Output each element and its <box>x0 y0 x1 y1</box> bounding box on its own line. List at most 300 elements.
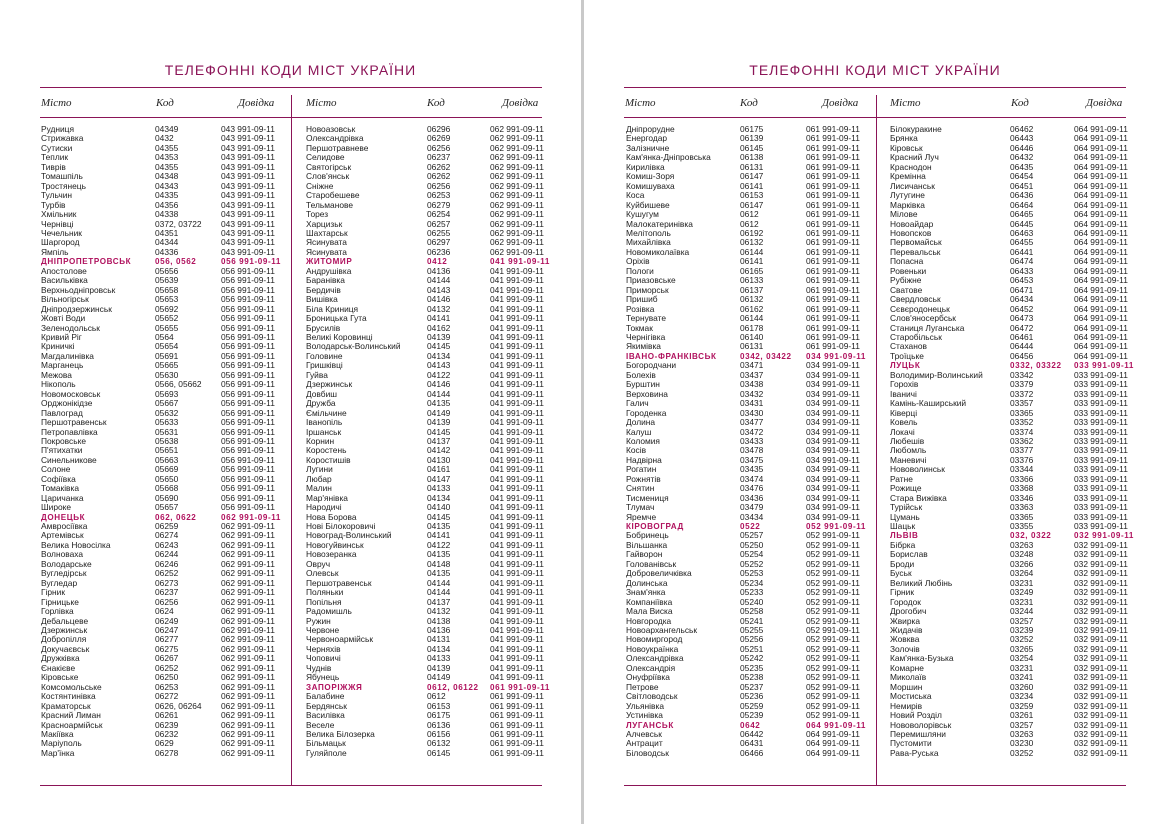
info-number: 062 991-09-11 <box>490 237 544 248</box>
city-name: Маневичі <box>890 454 927 465</box>
city-code: 03476 <box>740 483 764 494</box>
city-name: Старобешеве <box>306 190 360 201</box>
info-number: 033 991-09-11 <box>1074 388 1128 399</box>
info-number: 056 991-09-11 <box>221 322 275 333</box>
city-name: Мелітополь <box>626 227 671 238</box>
info-number: 061 991-09-11 <box>490 719 544 730</box>
city-code: 05691 <box>155 350 179 361</box>
city-name: Куйбишеве <box>626 199 670 210</box>
city-code: 06253 <box>427 190 451 201</box>
city-name: Дніпродзержинськ <box>41 303 112 314</box>
city-code: 06144 <box>740 313 764 324</box>
city-code: 05650 <box>155 473 179 484</box>
city-code: 06452 <box>1010 303 1034 314</box>
city-code: 04344 <box>155 237 179 248</box>
info-number: 062 991-09-11 <box>221 719 275 730</box>
city-code: 05658 <box>155 284 179 295</box>
city-name: Троїцьке <box>890 350 924 361</box>
info-number: 032 991-09-11 <box>1074 672 1128 683</box>
right-page <box>584 0 1166 824</box>
city-name: Онуфріївка <box>626 672 670 683</box>
city-name: Артемівськ <box>41 530 84 541</box>
city-code: 062, 0622 <box>155 512 197 522</box>
city-code: 04122 <box>427 369 451 380</box>
city-code: 05651 <box>155 445 179 456</box>
city-code: 06236 <box>427 246 451 257</box>
info-number: 033 991-09-11 <box>1074 435 1128 446</box>
info-number: 061 991-09-11 <box>806 199 860 210</box>
city-code: 0642 <box>740 720 761 730</box>
city-code: 06442 <box>740 729 764 739</box>
info-number: 041 991-09-11 <box>490 284 544 295</box>
city-name: Городенка <box>626 407 667 418</box>
city-name: Василівка <box>306 710 345 721</box>
info-number: 064 991-09-11 <box>1074 142 1128 153</box>
city-name: Томашпіль <box>41 171 83 182</box>
city-name: Горлівка <box>41 606 74 617</box>
city-code: 03230 <box>1010 738 1034 749</box>
city-name: Синельникове <box>41 454 97 465</box>
info-number: 041 991-09-11 <box>490 549 544 560</box>
info-number: 041 991-09-11 <box>490 322 544 333</box>
city-code: 06433 <box>1010 265 1034 276</box>
info-number: 041 991-09-11 <box>490 662 544 673</box>
city-name: Перемишляни <box>890 729 946 739</box>
city-name: ДНІПРОПЕТРОВСЬК <box>41 257 132 267</box>
city-name: Межова <box>41 369 72 380</box>
city-code: 03475 <box>740 454 764 465</box>
left-page <box>0 0 581 824</box>
column-header-city: Місто <box>41 97 72 109</box>
city-code: 03239 <box>1010 625 1034 636</box>
info-number: 052 991-09-11 <box>806 539 860 550</box>
city-code: 06239 <box>155 719 179 730</box>
info-number: 041 991-09-11 <box>490 568 544 579</box>
city-code: 03257 <box>1010 719 1034 730</box>
info-number: 041 991-09-11 <box>490 577 544 588</box>
city-name: Новоазовськ <box>306 124 356 134</box>
info-number: 056 991-09-11 <box>221 407 275 418</box>
city-code: 03377 <box>1010 445 1034 456</box>
city-name: Бердянськ <box>306 700 347 711</box>
city-code: 06257 <box>427 218 451 229</box>
city-code: 04139 <box>427 662 451 673</box>
city-name: Чуднів <box>306 662 332 673</box>
city-name: Надвірна <box>626 454 662 465</box>
city-code: 06446 <box>1010 142 1034 153</box>
city-code: 04161 <box>427 464 451 475</box>
info-number: 056 991-09-11 <box>221 294 275 305</box>
city-name: Красноармійськ <box>41 719 103 730</box>
city-code: 06133 <box>740 275 764 286</box>
info-number: 064 991-09-11 <box>1074 190 1128 201</box>
info-number: 032 991-09-11 <box>1074 710 1128 721</box>
info-number: 061 991-09-11 <box>806 341 860 352</box>
info-number: 056 991-09-11 <box>221 350 275 361</box>
city-name: Кіровське <box>41 672 79 683</box>
info-number: 034 991-09-11 <box>806 483 860 494</box>
city-name: Долина <box>626 417 656 428</box>
info-number: 061 991-09-11 <box>806 294 860 305</box>
info-number: 062 991-09-11 <box>490 161 544 172</box>
city-name: Сватове <box>890 284 923 295</box>
city-code: 0629 <box>155 738 174 749</box>
info-number: 062 991-09-11 <box>490 142 544 153</box>
city-code: 06454 <box>1010 171 1034 182</box>
info-number: 061 991-09-11 <box>806 218 860 229</box>
city-name: Світловодськ <box>626 691 678 702</box>
city-code: 06136 <box>427 719 451 730</box>
city-name: Коломия <box>626 435 660 446</box>
city-name: Велика Білозерка <box>306 729 375 739</box>
city-code: 03266 <box>1010 558 1034 569</box>
table-row <box>41 749 286 758</box>
city-name: Цумань <box>890 511 920 522</box>
city-name: Довбиш <box>306 388 337 399</box>
city-name: Снятин <box>626 483 655 494</box>
info-number: 062 991-09-11 <box>490 133 544 144</box>
city-name: Новий Розділ <box>890 710 942 721</box>
info-number: 033 991-09-11 <box>1074 464 1128 475</box>
info-number: 056 991-09-11 <box>221 417 275 428</box>
city-code: 06262 <box>427 161 451 172</box>
info-number: 041 991-09-11 <box>490 672 544 683</box>
info-number: 056 991-09-11 <box>221 265 275 276</box>
city-name: Комарне <box>890 662 924 673</box>
city-code: 03368 <box>1010 483 1034 494</box>
city-code: 05256 <box>740 634 764 645</box>
city-name: Добропілля <box>41 634 87 645</box>
city-code: 03231 <box>1010 662 1034 673</box>
info-number: 062 991-09-11 <box>221 634 275 645</box>
city-name: П'ятихатки <box>41 445 83 456</box>
info-number: 062 991-09-11 <box>490 171 544 182</box>
info-number: 062 991-09-11 <box>490 152 544 163</box>
info-number: 041 991-09-11 <box>490 539 544 550</box>
info-number: 041 991-09-11 <box>490 275 544 286</box>
city-code: 03257 <box>1010 615 1034 626</box>
info-number: 033 991-09-11 <box>1074 445 1128 456</box>
info-number: 056 991-09-11 <box>221 502 275 513</box>
city-name: Рудниця <box>41 124 75 134</box>
city-code: 04343 <box>155 180 179 191</box>
info-number: 056 991-09-11 <box>221 435 275 446</box>
info-number: 062 991-09-11 <box>490 199 544 210</box>
info-number: 064 991-09-11 <box>1074 284 1128 295</box>
city-name: Першотравенськ <box>41 417 107 428</box>
info-number: 034 991-09-11 <box>806 388 860 399</box>
city-name: Голованівськ <box>626 558 677 569</box>
info-number: 052 991-09-11 <box>806 700 860 711</box>
city-code: 06474 <box>1010 256 1034 267</box>
city-name: Тлумач <box>626 502 655 513</box>
city-name: Любомль <box>890 445 927 456</box>
city-name: Чернігівка <box>626 331 666 342</box>
city-name: Старобільськ <box>890 331 942 342</box>
info-number: 032 991-09-11 <box>1074 747 1128 758</box>
city-code: 06139 <box>740 133 764 144</box>
city-name: Устинівка <box>626 710 663 721</box>
city-code: 05236 <box>740 691 764 702</box>
city-name: Тельманове <box>306 199 353 210</box>
city-code: 03363 <box>1010 502 1034 513</box>
city-code: 05693 <box>155 388 179 399</box>
info-number: 032 991-09-11 <box>1074 729 1128 739</box>
info-number: 041 991-09-11 <box>490 464 544 475</box>
city-code: 06473 <box>1010 313 1034 324</box>
city-name: Магдалинівка <box>41 350 94 361</box>
city-code: 04134 <box>427 643 451 654</box>
info-number: 041 991-09-11 <box>490 331 544 342</box>
city-name: Мар'янівка <box>306 492 348 503</box>
info-number: 064 991-09-11 <box>1074 350 1128 361</box>
info-number: 032 991-09-11 <box>1074 691 1128 702</box>
city-code: 056, 0562 <box>155 257 197 267</box>
info-number: 033 991-09-11 <box>1074 502 1128 513</box>
column-header-code: Код <box>427 97 445 109</box>
info-number: 041 991-09-11 <box>490 521 544 532</box>
city-code: 04122 <box>427 539 451 550</box>
city-code: 06145 <box>427 747 451 758</box>
city-code-column <box>41 125 286 758</box>
city-code: 06465 <box>1010 209 1034 220</box>
city-name: Тростянець <box>41 180 86 191</box>
city-name: Марківка <box>890 199 925 210</box>
city-name: Новоархангельськ <box>626 625 698 636</box>
city-code: 06140 <box>740 331 764 342</box>
info-number: 052 991-09-11 <box>806 606 860 617</box>
city-name: Жовті Води <box>41 313 86 324</box>
info-number: 064 991-09-11 <box>1074 331 1128 342</box>
city-code: 04145 <box>427 511 451 522</box>
city-name: Іванопіль <box>306 417 343 428</box>
city-name: Хмільник <box>41 209 77 220</box>
city-name: Нові Білокоровичі <box>306 521 376 532</box>
city-name: Докучаєвськ <box>41 643 90 654</box>
info-number: 062 991-09-11 <box>490 246 544 257</box>
table-row <box>306 749 542 758</box>
info-number: 056 991-09-11 <box>221 388 275 399</box>
city-name: Головине <box>306 350 343 361</box>
table-row <box>306 248 542 257</box>
city-name: Попільня <box>306 596 342 607</box>
info-number: 064 991-09-11 <box>1074 152 1128 163</box>
city-code: 06466 <box>740 747 764 758</box>
city-name: ЗАПОРІЖЖЯ <box>306 682 363 692</box>
city-code: 04137 <box>427 596 451 607</box>
info-number: 062 991-09-11 <box>490 218 544 229</box>
info-number: 064 991-09-11 <box>1074 180 1128 191</box>
city-name: Попасна <box>890 256 924 267</box>
info-number: 041 991-09-11 <box>490 435 544 446</box>
city-code: 06435 <box>1010 161 1034 172</box>
info-number: 062 991-09-11 <box>221 729 275 739</box>
city-code: 04355 <box>155 142 179 153</box>
city-code: 06456 <box>1010 350 1034 361</box>
city-name: Енергодар <box>626 133 668 144</box>
city-name: Сєвєродонецьк <box>890 303 950 314</box>
info-number: 041 991-09-11 <box>490 606 544 617</box>
info-number: 034 991-09-11 <box>806 473 860 484</box>
city-code: 06252 <box>155 662 179 673</box>
city-code: 04338 <box>155 209 179 220</box>
info-number: 062 991-09-11 <box>221 521 275 532</box>
info-number: 062 991-09-11 <box>221 643 275 654</box>
info-number: 064 991-09-11 <box>1074 199 1128 210</box>
info-number: 043 991-09-11 <box>221 161 275 172</box>
info-number: 061 991-09-11 <box>490 729 544 739</box>
city-name: Рубіжне <box>890 275 922 286</box>
city-code: 06138 <box>740 152 764 163</box>
city-name: Локачі <box>890 426 915 437</box>
info-number: 052 991-09-11 <box>806 530 860 541</box>
city-name: Ружин <box>306 615 331 626</box>
info-number: 061 991-09-11 <box>490 691 544 702</box>
column-header-city: Місто <box>625 97 656 109</box>
info-number: 061 991-09-11 <box>490 710 544 721</box>
info-number: 052 991-09-11 <box>806 672 860 683</box>
info-number: 041 991-09-11 <box>490 653 544 664</box>
city-name: Перевальськ <box>890 246 941 257</box>
city-name: Іршанськ <box>306 426 342 437</box>
city-code: 0432 <box>155 133 174 144</box>
info-number: 041 991-09-11 <box>490 587 544 598</box>
info-number: 064 991-09-11 <box>1074 303 1128 314</box>
city-code: 06156 <box>427 729 451 739</box>
city-name: Калуш <box>626 426 652 437</box>
city-code: 05252 <box>740 558 764 569</box>
city-name: Тиврів <box>41 161 66 172</box>
column-header-code: Код <box>156 97 174 109</box>
info-number: 056 991-09-11 <box>221 313 275 324</box>
info-number: 052 991-09-11 <box>806 568 860 579</box>
city-name: Мала Виска <box>626 606 673 617</box>
city-name: Антрацит <box>626 738 663 749</box>
info-number: 041 991-09-11 <box>490 454 544 465</box>
info-number: 056 991-09-11 <box>221 398 275 409</box>
city-code: 05238 <box>740 672 764 683</box>
info-number: 034 991-09-11 <box>806 407 860 418</box>
info-number: 052 991-09-11 <box>806 625 860 636</box>
city-code: 06252 <box>155 568 179 579</box>
city-name: Верхньодніпровськ <box>41 284 116 295</box>
city-name: Біловодськ <box>626 747 669 758</box>
city-name: Кіровськ <box>890 142 923 153</box>
city-name: Андрушівка <box>306 265 352 276</box>
city-code: 06462 <box>1010 124 1034 134</box>
info-number: 032 991-09-11 <box>1074 531 1135 541</box>
city-code: 03357 <box>1010 398 1034 409</box>
info-number: 061 991-09-11 <box>806 227 860 238</box>
info-number: 041 991-09-11 <box>490 265 544 276</box>
city-code: 04349 <box>155 124 179 134</box>
city-name: Миколаїв <box>890 672 927 683</box>
city-code: 06147 <box>740 199 764 210</box>
city-code: 05656 <box>155 265 179 276</box>
info-number: 061 991-09-11 <box>806 124 860 134</box>
info-number: 043 991-09-11 <box>221 199 275 210</box>
city-name: Рожнятів <box>626 473 661 484</box>
city-code: 05257 <box>740 530 764 541</box>
table-row <box>626 711 871 720</box>
info-number: 064 991-09-11 <box>1074 265 1128 276</box>
city-name: Ясинувата <box>306 237 347 248</box>
info-number: 032 991-09-11 <box>1074 606 1128 617</box>
city-code: 0612 <box>427 691 446 702</box>
city-code: 06131 <box>740 161 764 172</box>
city-code: 06178 <box>740 322 764 333</box>
info-number: 052 991-09-11 <box>806 710 860 721</box>
city-code: 05240 <box>740 596 764 607</box>
city-name: Біла Криниця <box>306 303 359 314</box>
city-name: Турбів <box>41 199 66 210</box>
city-code: 06279 <box>427 199 451 210</box>
city-code: 05255 <box>740 625 764 636</box>
city-name: Кам'янка-Дніпровська <box>626 152 711 163</box>
info-number: 062 991-09-11 <box>490 209 544 220</box>
info-number: 032 991-09-11 <box>1074 558 1128 569</box>
table-row <box>890 352 1126 361</box>
city-name: Народичі <box>306 502 342 513</box>
city-code: 04145 <box>427 341 451 352</box>
info-number: 052 991-09-11 <box>806 634 860 645</box>
city-name: Тернувате <box>626 313 667 324</box>
city-name: Брянка <box>890 133 918 144</box>
city-code: 0564 <box>155 331 174 342</box>
info-number: 062 991-09-11 <box>221 587 275 598</box>
info-number: 061 991-09-11 <box>490 747 544 758</box>
info-number: 052 991-09-11 <box>806 653 860 664</box>
info-number: 062 991-09-11 <box>221 672 275 683</box>
city-name: Стрижавка <box>41 133 84 144</box>
city-code: 06237 <box>155 587 179 598</box>
city-code: 04131 <box>427 634 451 645</box>
column-header-code: Код <box>740 97 758 109</box>
info-number: 034 991-09-11 <box>806 369 860 380</box>
info-number: 043 991-09-11 <box>221 142 275 153</box>
city-name: Дружба <box>306 398 336 409</box>
city-name: Володарське <box>41 558 92 569</box>
info-number: 064 991-09-11 <box>1074 237 1128 248</box>
city-code: 0412 <box>427 257 448 267</box>
header-rule <box>624 117 1126 118</box>
city-name: Ясинувата <box>306 246 347 257</box>
info-number: 064 991-09-11 <box>1074 275 1128 286</box>
city-code: 06132 <box>740 237 764 248</box>
city-name: Олександрія <box>626 662 676 673</box>
city-code: 06269 <box>427 133 451 144</box>
city-name: Немирів <box>890 700 923 711</box>
table-row <box>890 522 1126 531</box>
info-number: 034 991-09-11 <box>806 435 860 446</box>
city-name: Богородчани <box>626 360 677 371</box>
city-name: Залізничне <box>626 142 670 153</box>
city-code: 03479 <box>740 502 764 513</box>
city-name: Солоне <box>41 464 71 475</box>
info-number: 062 991-09-11 <box>221 530 275 541</box>
city-code: 0332, 03322 <box>1010 361 1062 371</box>
city-code: 06175 <box>427 710 451 721</box>
info-number: 052 991-09-11 <box>806 522 867 532</box>
info-number: 041 991-09-11 <box>490 558 544 569</box>
city-name: Любар <box>306 473 332 484</box>
city-name: Дніпрорудне <box>626 124 675 134</box>
city-name: Городок <box>890 596 921 607</box>
city-name: Новомиргород <box>626 634 683 645</box>
info-number: 032 991-09-11 <box>1074 738 1128 749</box>
city-name: ЛЬВІВ <box>890 531 919 541</box>
info-number: 064 991-09-11 <box>806 720 867 730</box>
